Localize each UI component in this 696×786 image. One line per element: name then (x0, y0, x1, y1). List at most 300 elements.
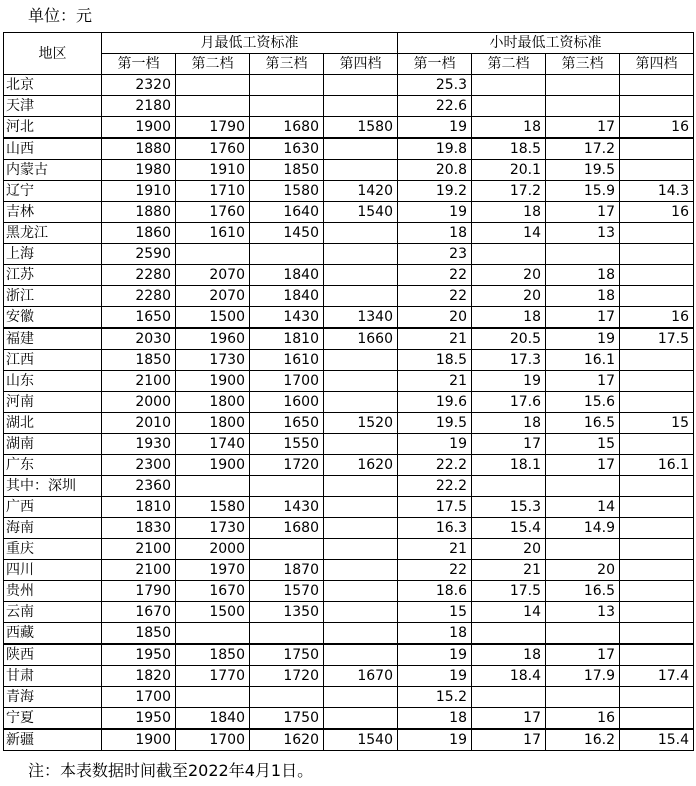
hourly-tier-3-cell: 18 (546, 265, 620, 286)
monthly-tier-1-cell: 1650 (102, 307, 176, 329)
monthly-tier-1-cell: 2180 (102, 96, 176, 117)
hourly-tier-3-cell: 16.5 (546, 413, 620, 434)
monthly-tier-4-cell (324, 286, 398, 307)
monthly-tier-1-cell: 1900 (102, 117, 176, 139)
monthly-tier-1-cell: 2100 (102, 560, 176, 581)
hourly-tier-1-cell: 19 (398, 434, 472, 455)
monthly-tier-1-cell: 1930 (102, 434, 176, 455)
hourly-tier-4-cell: 16.1 (620, 455, 694, 476)
region-cell: 新疆 (4, 729, 102, 751)
table-row (4, 117, 694, 139)
hourly-tier-4-cell: 16 (620, 117, 694, 139)
hourly-tier-2-cell: 18.1 (472, 455, 546, 476)
hourly-tier-2-cell: 18.4 (472, 666, 546, 687)
hourly-tier-1-cell: 17.5 (398, 497, 472, 518)
table-row (4, 96, 694, 117)
hourly-tier-1-cell: 15 (398, 602, 472, 623)
monthly-tier-2-cell: 1610 (176, 223, 250, 244)
monthly-tier-4-cell: 1540 (324, 202, 398, 223)
monthly-tier-2-cell: 1740 (176, 434, 250, 455)
hourly-tier-3-cell: 17 (546, 455, 620, 476)
monthly-tier-4-cell (324, 476, 398, 497)
hourly-tier-4-cell: 15.4 (620, 729, 694, 751)
monthly-tier-1-cell: 1950 (102, 708, 176, 730)
hourly-tier-2-cell: 18 (472, 644, 546, 666)
hourly-tier-1-cell: 22 (398, 286, 472, 307)
table-row (4, 434, 694, 455)
hourly-tier-4-cell (620, 581, 694, 602)
monthly-tier-3-cell: 1550 (250, 434, 324, 455)
region-cell: 山西 (4, 138, 102, 160)
table-row (4, 666, 694, 687)
region-cell: 天津 (4, 96, 102, 117)
table-body (4, 75, 694, 751)
monthly-tier-4-cell (324, 539, 398, 560)
monthly-tier-3-cell: 1640 (250, 202, 324, 223)
table-row (4, 455, 694, 476)
monthly-tier-3-cell: 1650 (250, 413, 324, 434)
monthly-tier-1-cell: 2320 (102, 75, 176, 96)
monthly-tier-2-cell (176, 75, 250, 96)
hourly-tier-1-cell: 25.3 (398, 75, 472, 96)
region-cell: 山东 (4, 371, 102, 392)
hourly-tier-2-cell: 18 (472, 202, 546, 223)
hourly-tier-4-cell: 17.4 (620, 666, 694, 687)
monthly-tier-3-cell (250, 623, 324, 645)
table-row (4, 729, 694, 751)
hourly-tier-4-cell (620, 96, 694, 117)
monthly-tier-2-cell: 1900 (176, 371, 250, 392)
monthly-tier-1-cell: 1830 (102, 518, 176, 539)
hourly-tier-1-cell: 19 (398, 666, 472, 687)
hourly-tier-1-cell: 22 (398, 560, 472, 581)
hourly-tier-3-cell: 16 (546, 708, 620, 730)
table-row (4, 371, 694, 392)
monthly-tier-3-cell (250, 476, 324, 497)
monthly-tier-4-cell (324, 497, 398, 518)
hourly-tier-3-cell (546, 687, 620, 708)
monthly-tier-1-cell: 1880 (102, 202, 176, 223)
monthly-tier-3-cell: 1870 (250, 560, 324, 581)
monthly-tier-1-cell: 1880 (102, 138, 176, 160)
monthly-tier-3-cell (250, 75, 324, 96)
hourly-tier-1-cell: 21 (398, 328, 472, 350)
monthly-tier-1-cell: 1810 (102, 497, 176, 518)
monthly-tier-3-cell: 1850 (250, 160, 324, 181)
hourly-tier-3-cell (546, 75, 620, 96)
monthly-tier-4-cell (324, 708, 398, 730)
monthly-tier-2-cell (176, 476, 250, 497)
monthly-tier-2-cell: 1770 (176, 666, 250, 687)
monthly-tier-4-cell (324, 138, 398, 160)
hourly-tier-3-cell: 15.6 (546, 392, 620, 413)
table-row (4, 518, 694, 539)
monthly-tier-3-cell: 1600 (250, 392, 324, 413)
hourly-tier-4-cell (620, 644, 694, 666)
table-row (4, 265, 694, 286)
hourly-tier-3-cell: 13 (546, 223, 620, 244)
hourly-tier-2-header: 第二档 (472, 54, 546, 75)
monthly-tier-3-cell: 1680 (250, 518, 324, 539)
hourly-tier-3-cell: 17.9 (546, 666, 620, 687)
monthly-tier-4-header: 第四档 (324, 54, 398, 75)
hourly-tier-2-cell: 17.3 (472, 350, 546, 371)
region-cell: 广西 (4, 497, 102, 518)
hourly-tier-3-cell: 16.2 (546, 729, 620, 751)
hourly-tier-4-cell (620, 371, 694, 392)
hourly-tier-4-cell (620, 223, 694, 244)
hourly-tier-2-cell: 20 (472, 539, 546, 560)
region-cell: 福建 (4, 328, 102, 350)
hourly-tier-2-cell: 19 (472, 371, 546, 392)
monthly-tier-1-cell: 1910 (102, 181, 176, 202)
monthly-tier-4-cell (324, 602, 398, 623)
monthly-tier-4-cell: 1340 (324, 307, 398, 329)
hourly-tier-1-cell: 22.2 (398, 455, 472, 476)
monthly-tier-2-cell: 1850 (176, 644, 250, 666)
hourly-tier-4-cell (620, 138, 694, 160)
monthly-tier-4-cell: 1520 (324, 413, 398, 434)
monthly-tier-3-cell: 1840 (250, 286, 324, 307)
monthly-standard-header: 月最低工资标准 (102, 33, 398, 54)
hourly-tier-4-cell: 15 (620, 413, 694, 434)
hourly-tier-3-cell: 17 (546, 307, 620, 329)
region-cell: 青海 (4, 687, 102, 708)
region-cell: 河北 (4, 117, 102, 139)
monthly-tier-2-cell: 1730 (176, 350, 250, 371)
hourly-tier-2-cell: 14 (472, 602, 546, 623)
table-row (4, 392, 694, 413)
region-cell: 陕西 (4, 644, 102, 666)
hourly-tier-3-cell: 16.5 (546, 581, 620, 602)
monthly-tier-3-cell: 1700 (250, 371, 324, 392)
unit-label: 单位：元 (28, 6, 93, 25)
table-row (4, 138, 694, 160)
table-row (4, 644, 694, 666)
monthly-tier-3-cell: 1630 (250, 138, 324, 160)
table-row (4, 687, 694, 708)
table-row (4, 244, 694, 265)
table-row (4, 560, 694, 581)
monthly-tier-4-cell (324, 434, 398, 455)
region-cell: 安徽 (4, 307, 102, 329)
monthly-tier-1-cell: 2280 (102, 286, 176, 307)
hourly-tier-1-cell: 23 (398, 244, 472, 265)
hourly-tier-1-cell: 19.2 (398, 181, 472, 202)
region-cell: 湖南 (4, 434, 102, 455)
monthly-tier-2-cell: 1500 (176, 602, 250, 623)
hourly-tier-3-cell: 17 (546, 371, 620, 392)
monthly-tier-3-cell: 1610 (250, 350, 324, 371)
hourly-tier-3-cell: 15 (546, 434, 620, 455)
hourly-tier-4-cell (620, 265, 694, 286)
region-cell: 其中：深圳 (4, 476, 102, 497)
monthly-tier-1-cell: 2030 (102, 328, 176, 350)
table-row (4, 602, 694, 623)
monthly-tier-4-cell (324, 96, 398, 117)
hourly-tier-3-cell: 17 (546, 202, 620, 223)
monthly-tier-3-header: 第三档 (250, 54, 324, 75)
hourly-tier-3-cell: 14.9 (546, 518, 620, 539)
hourly-tier-2-cell: 21 (472, 560, 546, 581)
hourly-tier-3-cell: 20 (546, 560, 620, 581)
monthly-tier-3-cell: 1720 (250, 666, 324, 687)
hourly-tier-3-cell (546, 539, 620, 560)
monthly-tier-1-cell: 2100 (102, 539, 176, 560)
table-row (4, 223, 694, 244)
monthly-tier-2-cell: 2070 (176, 265, 250, 286)
monthly-tier-1-cell: 2300 (102, 455, 176, 476)
hourly-tier-2-cell: 17.6 (472, 392, 546, 413)
table-row (4, 286, 694, 307)
monthly-tier-1-cell: 1860 (102, 223, 176, 244)
table-row (4, 202, 694, 223)
monthly-tier-3-cell: 1840 (250, 265, 324, 286)
hourly-tier-4-cell (620, 602, 694, 623)
monthly-tier-2-cell (176, 623, 250, 645)
monthly-tier-1-cell: 1980 (102, 160, 176, 181)
monthly-tier-2-cell: 1500 (176, 307, 250, 329)
region-header: 地区 (4, 33, 102, 75)
hourly-tier-1-cell: 22.2 (398, 476, 472, 497)
hourly-tier-4-cell (620, 560, 694, 581)
table-row (4, 476, 694, 497)
monthly-tier-3-cell (250, 687, 324, 708)
hourly-tier-2-cell: 20.1 (472, 160, 546, 181)
region-cell: 西藏 (4, 623, 102, 645)
hourly-tier-2-cell (472, 476, 546, 497)
hourly-tier-2-cell: 15.4 (472, 518, 546, 539)
hourly-tier-2-cell: 17.2 (472, 181, 546, 202)
monthly-tier-4-cell (324, 371, 398, 392)
hourly-tier-3-cell: 18 (546, 286, 620, 307)
monthly-tier-2-cell: 1900 (176, 455, 250, 476)
hourly-tier-4-cell: 16 (620, 307, 694, 329)
hourly-tier-4-cell (620, 244, 694, 265)
hourly-tier-1-cell: 21 (398, 371, 472, 392)
monthly-tier-4-cell (324, 581, 398, 602)
table-row (4, 307, 694, 329)
region-cell: 海南 (4, 518, 102, 539)
monthly-tier-1-cell: 1670 (102, 602, 176, 623)
monthly-tier-1-cell: 1950 (102, 644, 176, 666)
hourly-tier-1-cell: 18 (398, 223, 472, 244)
monthly-tier-1-cell: 2360 (102, 476, 176, 497)
monthly-tier-4-cell: 1660 (324, 328, 398, 350)
hourly-tier-2-cell (472, 244, 546, 265)
monthly-tier-2-cell (176, 687, 250, 708)
region-cell: 广东 (4, 455, 102, 476)
table-row (4, 160, 694, 181)
hourly-tier-1-cell: 18 (398, 708, 472, 730)
hourly-tier-1-cell: 22 (398, 265, 472, 286)
region-cell: 内蒙古 (4, 160, 102, 181)
hourly-tier-2-cell: 20.5 (472, 328, 546, 350)
hourly-tier-2-cell (472, 75, 546, 96)
monthly-tier-3-cell (250, 96, 324, 117)
monthly-tier-4-cell (324, 560, 398, 581)
hourly-tier-4-cell (620, 687, 694, 708)
hourly-tier-2-cell: 18 (472, 117, 546, 139)
monthly-tier-4-cell (324, 687, 398, 708)
monthly-tier-2-cell: 1970 (176, 560, 250, 581)
region-cell: 江苏 (4, 265, 102, 286)
monthly-tier-3-cell: 1620 (250, 729, 324, 751)
hourly-tier-3-cell: 16.1 (546, 350, 620, 371)
hourly-tier-1-cell: 20 (398, 307, 472, 329)
hourly-tier-4-cell: 14.3 (620, 181, 694, 202)
hourly-tier-2-cell: 20 (472, 265, 546, 286)
monthly-tier-2-cell (176, 244, 250, 265)
monthly-tier-3-cell: 1750 (250, 708, 324, 730)
region-cell: 贵州 (4, 581, 102, 602)
monthly-tier-1-cell: 1850 (102, 350, 176, 371)
monthly-tier-2-cell: 1800 (176, 392, 250, 413)
monthly-tier-3-cell (250, 244, 324, 265)
monthly-tier-1-cell: 1850 (102, 623, 176, 645)
hourly-tier-1-cell: 19.5 (398, 413, 472, 434)
hourly-tier-2-cell: 15.3 (472, 497, 546, 518)
hourly-tier-1-cell: 16.3 (398, 518, 472, 539)
hourly-tier-3-cell: 13 (546, 602, 620, 623)
monthly-tier-4-cell (324, 223, 398, 244)
hourly-tier-1-cell: 19.8 (398, 138, 472, 160)
monthly-tier-2-header: 第二档 (176, 54, 250, 75)
hourly-tier-3-cell: 19.5 (546, 160, 620, 181)
monthly-tier-2-cell: 1760 (176, 138, 250, 160)
hourly-tier-4-cell (620, 476, 694, 497)
region-cell: 吉林 (4, 202, 102, 223)
hourly-standard-header: 小时最低工资标准 (398, 33, 694, 54)
monthly-tier-1-cell: 1790 (102, 581, 176, 602)
monthly-tier-4-cell (324, 644, 398, 666)
monthly-tier-2-cell: 2000 (176, 539, 250, 560)
hourly-tier-4-cell (620, 623, 694, 645)
monthly-tier-1-cell: 1900 (102, 729, 176, 751)
hourly-tier-3-cell: 19 (546, 328, 620, 350)
region-cell: 北京 (4, 75, 102, 96)
monthly-tier-4-cell: 1620 (324, 455, 398, 476)
table-row (4, 75, 694, 96)
hourly-tier-3-cell: 17.2 (546, 138, 620, 160)
region-cell: 黑龙江 (4, 223, 102, 244)
hourly-tier-4-cell (620, 350, 694, 371)
monthly-tier-2-cell: 1910 (176, 160, 250, 181)
monthly-tier-4-cell: 1580 (324, 117, 398, 139)
hourly-tier-4-cell (620, 392, 694, 413)
monthly-tier-2-cell: 1790 (176, 117, 250, 139)
monthly-tier-2-cell: 1710 (176, 181, 250, 202)
monthly-tier-4-cell (324, 350, 398, 371)
hourly-tier-4-header: 第四档 (620, 54, 694, 75)
table-row (4, 350, 694, 371)
hourly-tier-1-cell: 22.6 (398, 96, 472, 117)
monthly-tier-2-cell: 1670 (176, 581, 250, 602)
table-row (4, 181, 694, 202)
monthly-tier-2-cell: 2070 (176, 286, 250, 307)
monthly-tier-3-cell (250, 539, 324, 560)
hourly-tier-4-cell: 17.5 (620, 328, 694, 350)
monthly-tier-4-cell (324, 623, 398, 645)
monthly-tier-2-cell: 1840 (176, 708, 250, 730)
hourly-tier-2-cell: 17 (472, 729, 546, 751)
monthly-tier-3-cell: 1720 (250, 455, 324, 476)
monthly-tier-3-cell: 1750 (250, 644, 324, 666)
hourly-tier-2-cell: 18 (472, 413, 546, 434)
monthly-tier-3-cell: 1570 (250, 581, 324, 602)
hourly-tier-3-cell: 17 (546, 644, 620, 666)
hourly-tier-1-cell: 18.5 (398, 350, 472, 371)
hourly-tier-1-header: 第一档 (398, 54, 472, 75)
hourly-tier-2-cell (472, 96, 546, 117)
footnote: 注：本表数据时间截至2022年4月1日。 (28, 761, 314, 780)
monthly-tier-2-cell: 1700 (176, 729, 250, 751)
hourly-tier-1-cell: 19 (398, 202, 472, 223)
hourly-tier-2-cell: 17 (472, 708, 546, 730)
hourly-tier-2-cell (472, 687, 546, 708)
monthly-tier-4-cell (324, 518, 398, 539)
monthly-tier-4-cell (324, 244, 398, 265)
table-row (4, 413, 694, 434)
monthly-tier-3-cell: 1450 (250, 223, 324, 244)
table-row (4, 623, 694, 645)
monthly-tier-4-cell: 1670 (324, 666, 398, 687)
monthly-tier-1-cell: 2590 (102, 244, 176, 265)
monthly-tier-1-cell: 2280 (102, 265, 176, 286)
monthly-tier-4-cell (324, 392, 398, 413)
hourly-tier-2-cell: 17.5 (472, 581, 546, 602)
table-row (4, 708, 694, 730)
table-row (4, 539, 694, 560)
monthly-tier-2-cell: 1730 (176, 518, 250, 539)
hourly-tier-2-cell: 14 (472, 223, 546, 244)
monthly-tier-1-cell: 1820 (102, 666, 176, 687)
hourly-tier-3-cell: 14 (546, 497, 620, 518)
hourly-tier-4-cell (620, 497, 694, 518)
hourly-tier-4-cell: 16 (620, 202, 694, 223)
region-cell: 浙江 (4, 286, 102, 307)
monthly-tier-4-cell (324, 265, 398, 286)
hourly-tier-2-cell (472, 623, 546, 645)
monthly-tier-2-cell (176, 96, 250, 117)
hourly-tier-4-cell (620, 539, 694, 560)
monthly-tier-2-cell: 1800 (176, 413, 250, 434)
region-cell: 甘肃 (4, 666, 102, 687)
region-cell: 江西 (4, 350, 102, 371)
region-cell: 河南 (4, 392, 102, 413)
hourly-tier-4-cell (620, 518, 694, 539)
hourly-tier-3-header: 第三档 (546, 54, 620, 75)
hourly-tier-3-cell: 17 (546, 117, 620, 139)
monthly-tier-1-cell: 1700 (102, 687, 176, 708)
monthly-tier-2-cell: 1960 (176, 328, 250, 350)
hourly-tier-2-cell: 20 (472, 286, 546, 307)
hourly-tier-4-cell (620, 286, 694, 307)
monthly-tier-4-cell: 1420 (324, 181, 398, 202)
hourly-tier-2-cell: 18.5 (472, 138, 546, 160)
region-cell: 辽宁 (4, 181, 102, 202)
hourly-tier-2-cell: 17 (472, 434, 546, 455)
table-row (4, 497, 694, 518)
hourly-tier-1-cell: 19 (398, 117, 472, 139)
monthly-tier-4-cell: 1540 (324, 729, 398, 751)
region-cell: 宁夏 (4, 708, 102, 730)
monthly-tier-1-cell: 2000 (102, 392, 176, 413)
hourly-tier-4-cell (620, 75, 694, 96)
table-row (4, 328, 694, 350)
monthly-tier-3-cell: 1580 (250, 181, 324, 202)
hourly-tier-3-cell (546, 623, 620, 645)
